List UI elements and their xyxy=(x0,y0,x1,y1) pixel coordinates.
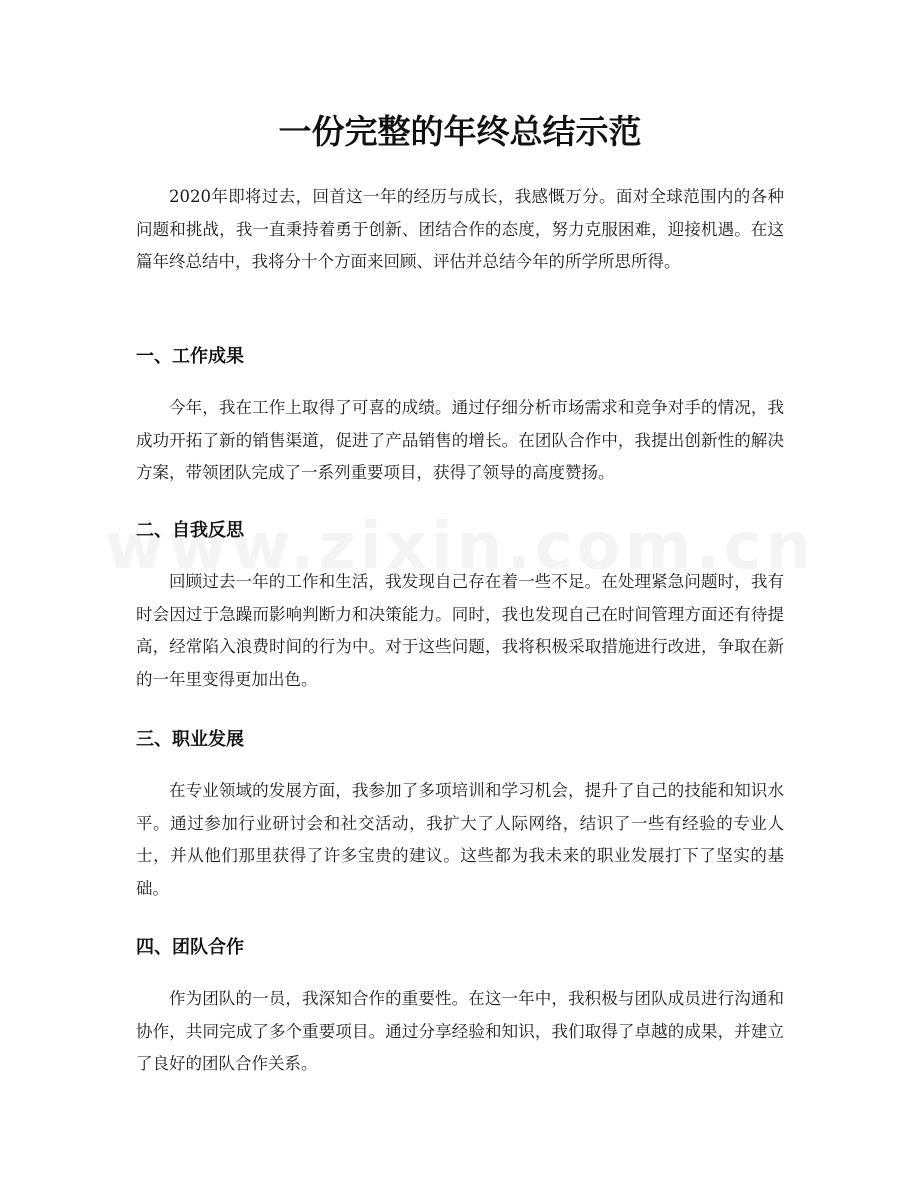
section-body-self-reflection: 回顾过去一年的工作和生活，我发现自己存在着一些不足。在处理紧急问题时，我有时会因过于急躁而影响判断力和决策能力。同时，我也发现自己在时间管理方面还有待提高，经常陷入浪费时间的行为中。对于这些问题，我将积极采取措施进行改进，争取在新的一年里变得更加出色。 xyxy=(136,572,784,689)
section-body-work-results: 今年，我在工作上取得了可喜的成绩。通过仔细分析市场需求和竞争对手的情况，我成功开拓了新的销售渠道，促进了产品销售的增长。在团队合作中，我提出创新性的解决方案，带领团队完成了一系列重要项目，获得了领导的高度赞扬。 xyxy=(136,398,784,482)
section-body-teamwork: 作为团队的一员，我深知合作的重要性。在这一年中，我积极与团队成员进行沟通和协作，共同完成了多个重要项目。通过分享经验和知识，我们取得了卓越的成果，并建立了良好的团队合作关系。 xyxy=(136,989,784,1073)
section-heading-work-results: 一、工作成果 xyxy=(136,346,244,367)
section-heading-teamwork: 四、团队合作 xyxy=(136,937,244,958)
section-body-career-development: 在专业领域的发展方面，我参加了多项培训和学习机会，提升了自己的技能和知识水平。通过参加行业研讨会和社交活动，我扩大了人际网络，结识了一些有经验的专业人士，并从他们那里获得了许多宝贵的建议。这些都为我未来的职业发展打下了坚实的基础。 xyxy=(136,781,784,898)
document-title: 一份完整的年终总结示范 xyxy=(278,112,642,151)
section-heading-self-reflection: 二、自我反思 xyxy=(136,520,244,541)
intro-paragraph: 2020年即将过去，回首这一年的经历与成长，我感慨万分。面对全球范围内的各种问题和挑战，我一直秉持着勇于创新、团结合作的态度，努力克服困难，迎接机遇。在这篇年终总结中，我将分十个方面来回顾、评估并总结今年的所学所思所得。 xyxy=(136,187,784,271)
section-heading-career-development: 三、职业发展 xyxy=(136,729,244,750)
